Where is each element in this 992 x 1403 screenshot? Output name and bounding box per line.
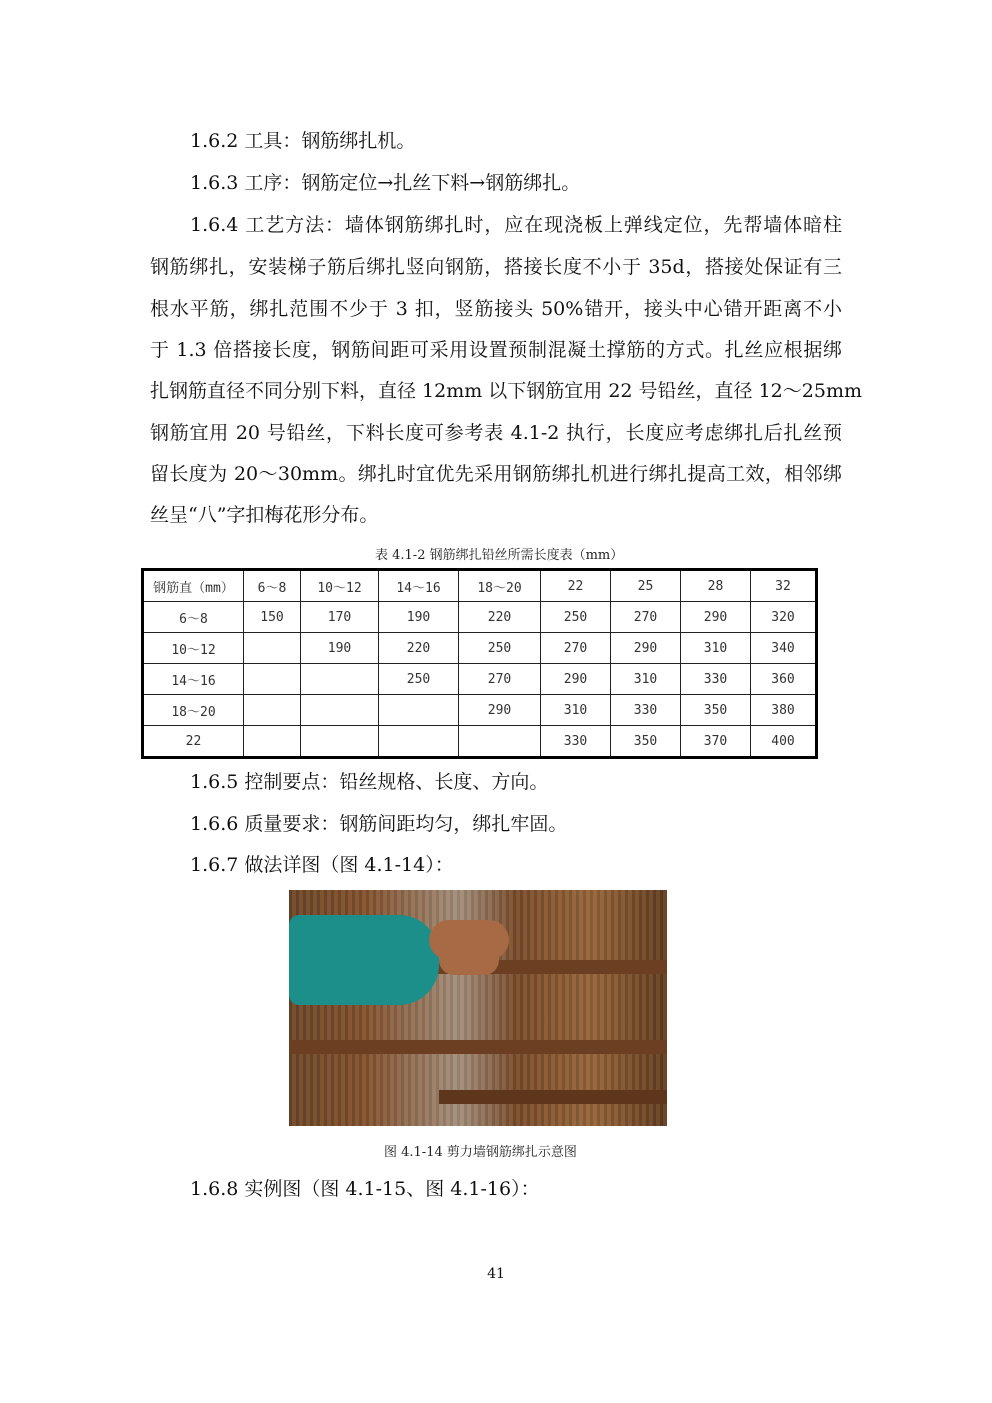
section-1-6-2: 1.6.2 工具：钢筋绑扎机。 — [190, 130, 416, 152]
figure-caption: 图 4.1-14 剪力墙钢筋绑扎示意图 — [384, 1145, 577, 1160]
paragraph-line: 于 1.3 倍搭接长度，钢筋间距可采用设置预制混凝土撑筋的方式。扎丝应根据绑 — [150, 339, 842, 361]
table-cell: 190 — [301, 633, 379, 664]
table-row — [143, 664, 817, 695]
header-cell: 14～16 — [379, 570, 459, 602]
section-1-6-5: 1.6.5 控制要点：铅丝规格、长度、方向。 — [190, 771, 549, 793]
table-cell: 270 — [541, 633, 611, 664]
paragraph-line: 根水平筋，绑扎范围不少于 3 扣，竖筋接头 50%错开，接头中心错开距离不小 — [150, 298, 842, 320]
table-cell: 400 — [751, 726, 817, 758]
table-cell: 10～12 — [143, 633, 244, 664]
table-cell: 330 — [681, 664, 751, 695]
section-1-6-3: 1.6.3 工序：钢筋定位→扎丝下料→钢筋绑扎。 — [190, 172, 581, 194]
table-cell: 310 — [541, 695, 611, 726]
table-header-row — [143, 570, 817, 602]
header-cell: 18～20 — [459, 570, 541, 602]
paragraph-line: 丝呈“八”字扣梅花形分布。 — [150, 504, 379, 526]
table-cell: 270 — [611, 602, 681, 633]
paragraph-line: 钢筋绑扎，安装梯子筋后绑扎竖向钢筋，搭接长度不小于 35d，搭接处保证有三 — [150, 256, 842, 278]
table-cell — [301, 664, 379, 695]
table-cell: 290 — [611, 633, 681, 664]
wire-length-table — [141, 568, 818, 759]
table-cell: 22 — [143, 726, 244, 758]
table-cell: 190 — [379, 602, 459, 633]
table-cell: 170 — [301, 602, 379, 633]
table-cell: 330 — [541, 726, 611, 758]
paragraph-line: 留长度为 20～30mm。绑扎时宜优先采用钢筋绑扎机进行绑扎提高工效，相邻绑 — [150, 463, 842, 485]
paragraph-line: 扎钢筋直径不同分别下料，直径 12mm 以下钢筋宜用 22 号铅丝，直径 12～25mm — [150, 380, 862, 402]
header-cell: 6～8 — [244, 570, 301, 602]
table-cell: 310 — [681, 633, 751, 664]
paragraph-line: 1.6.4 工艺方法：墙体钢筋绑扎时，应在现浇板上弹线定位，先帮墙体暗柱 — [190, 214, 842, 236]
table-cell: 250 — [541, 602, 611, 633]
section-1-6-8: 1.6.8 实例图（图 4.1-15、图 4.1-16）： — [190, 1178, 540, 1200]
table-cell: 290 — [459, 695, 541, 726]
section-1-6-7: 1.6.7 做法详图（图 4.1-14）： — [190, 854, 454, 876]
table-cell: 350 — [681, 695, 751, 726]
table-cell: 290 — [681, 602, 751, 633]
table-cell: 250 — [379, 664, 459, 695]
header-cell: 10～12 — [301, 570, 379, 602]
header-cell: 28 — [681, 570, 751, 602]
table-cell: 290 — [541, 664, 611, 695]
table-cell — [244, 633, 301, 664]
table-cell — [301, 695, 379, 726]
rebar-tying-photo — [289, 890, 667, 1126]
table-cell: 340 — [751, 633, 817, 664]
table-cell — [244, 664, 301, 695]
section-1-6-6: 1.6.6 质量要求：钢筋间距均匀，绑扎牢固。 — [190, 813, 568, 835]
header-cell: 25 — [611, 570, 681, 602]
table-cell: 330 — [611, 695, 681, 726]
table-cell — [244, 726, 301, 758]
table-cell — [379, 726, 459, 758]
table-cell: 14～16 — [143, 664, 244, 695]
table-row — [143, 633, 817, 664]
table-cell: 320 — [751, 602, 817, 633]
table-cell: 220 — [459, 602, 541, 633]
table-cell: 370 — [681, 726, 751, 758]
table-cell: 380 — [751, 695, 817, 726]
table-cell — [459, 726, 541, 758]
table-row — [143, 602, 817, 633]
table-cell — [244, 695, 301, 726]
table-cell: 250 — [459, 633, 541, 664]
table-cell — [379, 695, 459, 726]
table-cell: 350 — [611, 726, 681, 758]
page-number: 41 — [487, 1266, 505, 1282]
table-cell: 150 — [244, 602, 301, 633]
table-cell — [301, 726, 379, 758]
table-cell: 270 — [459, 664, 541, 695]
table-cell: 220 — [379, 633, 459, 664]
table-cell: 18～20 — [143, 695, 244, 726]
header-cell: 钢筋直（mm） — [143, 570, 244, 602]
table-cell: 360 — [751, 664, 817, 695]
header-cell: 22 — [541, 570, 611, 602]
table-row — [143, 726, 817, 758]
header-cell: 32 — [751, 570, 817, 602]
table-row — [143, 695, 817, 726]
paragraph-line: 钢筋宜用 20 号铅丝，下料长度可参考表 4.1-2 执行，长度应考虑绑扎后扎丝预 — [150, 422, 842, 444]
table-caption: 表 4.1-2 钢筋绑扎铅丝所需长度表（mm） — [375, 548, 624, 563]
table-cell: 310 — [611, 664, 681, 695]
table-cell: 6～8 — [143, 602, 244, 633]
